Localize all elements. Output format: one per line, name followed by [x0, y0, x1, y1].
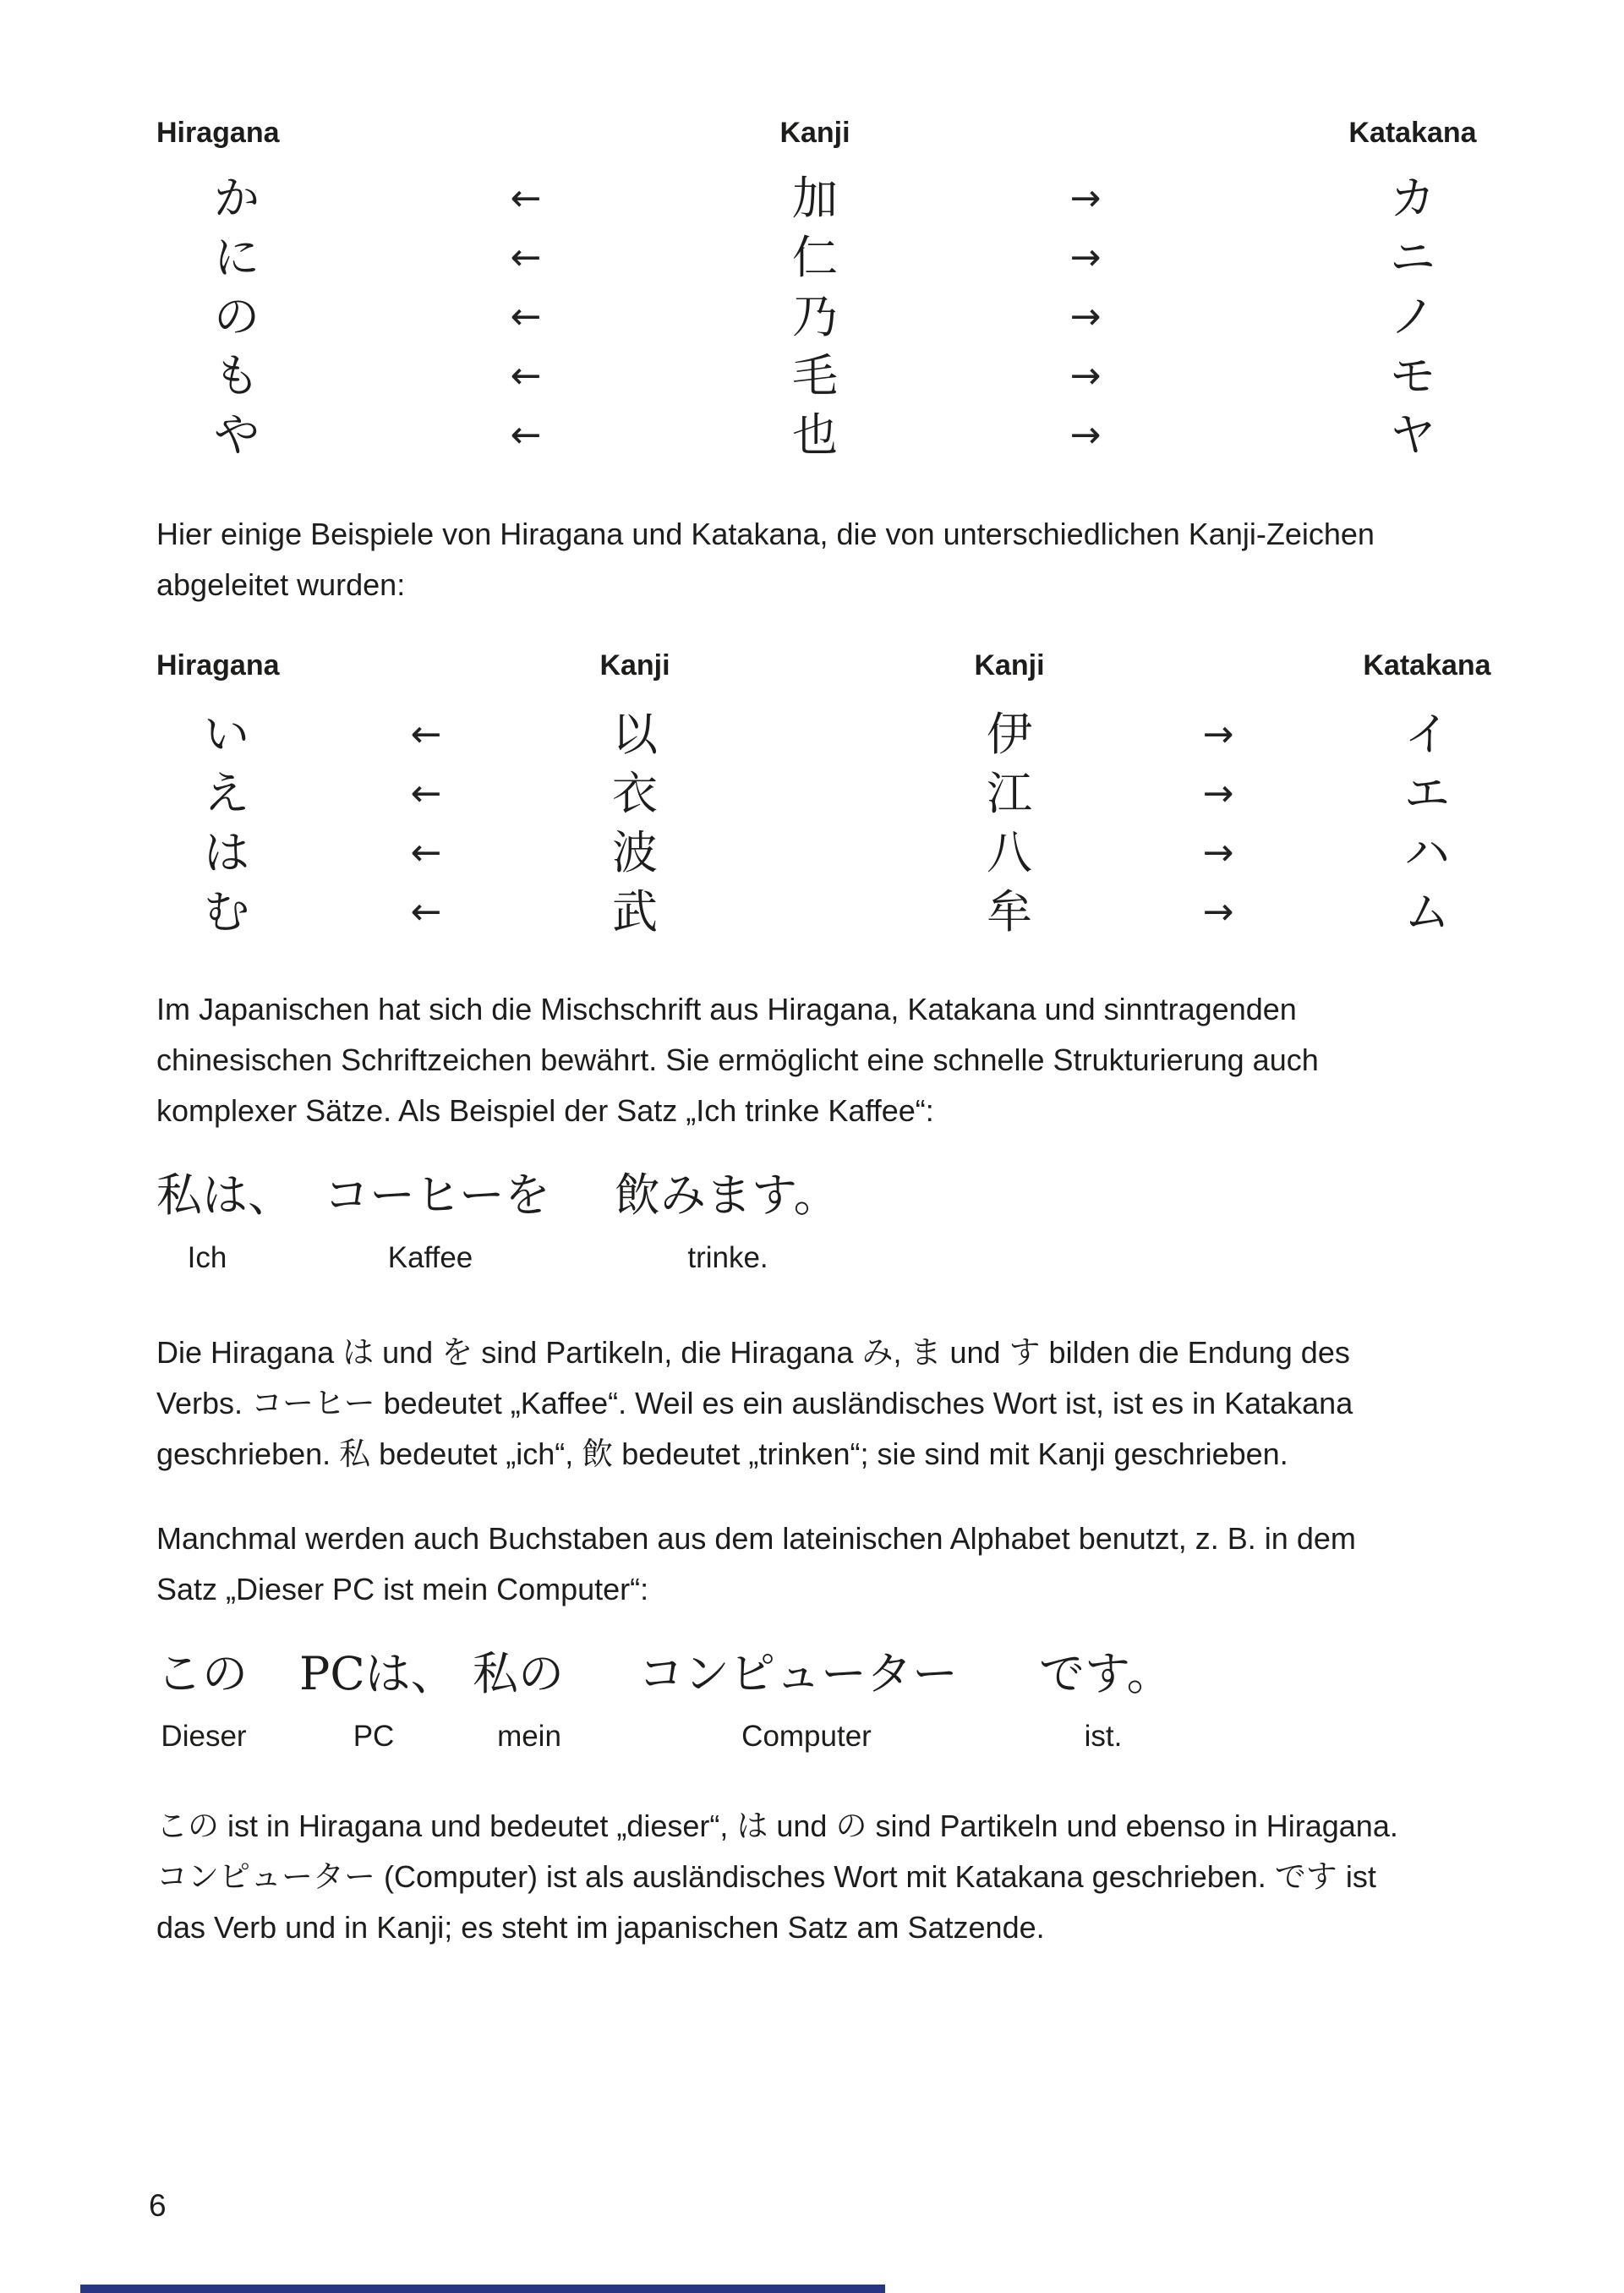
- left-arrow-icon: ←: [510, 236, 542, 279]
- gloss-label: Computer: [741, 1720, 872, 1753]
- kana-derivation-table-1: [156, 0, 1526, 465]
- table-row: [156, 228, 1526, 287]
- table1-header-kanji: Kanji: [779, 117, 850, 149]
- table1-header-katakana: Katakana: [1348, 117, 1477, 149]
- kanji-char: 江: [987, 767, 1032, 820]
- gloss-label: PC: [353, 1720, 395, 1753]
- kanji-char: 牟: [987, 885, 1032, 939]
- paragraph-mischschrift: Im Japanischen hat sich die Mischschrift aus Hiragana, Katakana und sinntragenden chinesischen Schriftzeichen bewährt. Sie ermöglicht eine schnelle Strukturierung auch komplexer Sätze. Als Beispiel der Satz „Ich trinke Kaffee“:: [156, 992, 1319, 1128]
- paragraph-lateinisches-alphabet: Manchmal werden auch Buchstaben aus dem lateinischen Alphabet benutzt, z. B. in dem Satz „Dieser PC ist mein Computer“:: [156, 1521, 1356, 1606]
- right-arrow-icon: →: [1069, 236, 1102, 279]
- hiragana-char: む: [204, 885, 249, 939]
- katakana-char: エ: [1404, 767, 1450, 820]
- kana-derivation-table-2: [156, 649, 1526, 942]
- left-arrow-icon: ←: [410, 772, 442, 815]
- gloss-label: Ich: [187, 1241, 227, 1274]
- kanji-char: 武: [612, 885, 658, 939]
- katakana-char: ノ: [1390, 290, 1435, 343]
- kanji-char: 八: [987, 826, 1032, 879]
- right-arrow-icon: →: [1069, 177, 1102, 220]
- katakana-char: モ: [1390, 349, 1435, 402]
- gloss-label: Dieser: [161, 1720, 247, 1753]
- example-sentence-computer: [156, 1645, 1526, 1772]
- japanese-segment: PCは、: [299, 1647, 457, 1700]
- katakana-char: ハ: [1404, 826, 1450, 879]
- paragraph-intro: Hier einige Beispiele von Hiragana und Katakana, die von unterschiedlichen Kanji-Zeichen abgeleitet wurden:: [156, 517, 1375, 602]
- left-arrow-icon: ←: [510, 413, 542, 457]
- kanji-char: 也: [792, 408, 838, 462]
- table1-header-hiragana: Hiragana: [156, 117, 280, 149]
- table-row: [156, 287, 1526, 347]
- right-arrow-icon: →: [1202, 713, 1234, 756]
- table-row: [156, 824, 1526, 883]
- hiragana-char: は: [204, 826, 249, 879]
- katakana-char: ニ: [1390, 231, 1435, 284]
- kanji-char: 加: [792, 172, 838, 225]
- katakana-char: イ: [1404, 708, 1450, 761]
- hiragana-char: い: [204, 708, 249, 761]
- table-row: [156, 406, 1526, 465]
- table-row: [156, 705, 1526, 764]
- right-arrow-icon: →: [1069, 354, 1102, 397]
- kanji-char: 毛: [792, 349, 838, 402]
- table2-header-katakana: Katakana: [1363, 649, 1491, 681]
- hiragana-char: や: [214, 408, 260, 462]
- right-arrow-icon: →: [1202, 831, 1234, 874]
- left-arrow-icon: ←: [510, 177, 542, 220]
- gloss-label: mein: [497, 1720, 561, 1753]
- left-arrow-icon: ←: [510, 354, 542, 397]
- kanji-char: 以: [612, 708, 658, 761]
- table2-header-row: [156, 649, 1526, 685]
- right-arrow-icon: →: [1202, 772, 1234, 815]
- table2-rows: [156, 705, 1526, 942]
- table-row: [156, 347, 1526, 406]
- gloss-label: ist.: [1084, 1720, 1123, 1753]
- gloss-label: trinke.: [687, 1241, 768, 1274]
- table-row: [156, 764, 1526, 824]
- katakana-char: ム: [1404, 885, 1450, 939]
- hiragana-char: え: [204, 767, 249, 820]
- japanese-segment: 私は、: [156, 1168, 293, 1222]
- paragraph-erklaerung: この ist in Hiragana und bedeutet „dieser“, は und の sind Partikeln und ebenso in Hiragana. コンピューター (Computer) ist als ausländisches Wort mit Katakana geschrieben. です ist das Verb und in Kanji; es steht im japanischen Satz am Satzende.: [156, 1808, 1398, 1945]
- japanese-segment: 私の: [473, 1647, 564, 1700]
- kanji-char: 伊: [987, 708, 1032, 761]
- left-arrow-icon: ←: [410, 890, 442, 933]
- japanese-segment: 飲みます。: [615, 1168, 839, 1222]
- right-arrow-icon: →: [1069, 295, 1102, 338]
- table2-header-hiragana: Hiragana: [156, 649, 280, 681]
- hiragana-char: も: [214, 349, 260, 402]
- japanese-segment: コーヒーを: [324, 1168, 550, 1222]
- hiragana-char: の: [214, 290, 260, 343]
- japanese-segment: です。: [1039, 1647, 1173, 1700]
- right-arrow-icon: →: [1202, 890, 1234, 933]
- kanji-char: 仁: [792, 231, 838, 284]
- kanji-char: 乃: [792, 290, 838, 343]
- japanese-segment: この: [156, 1647, 248, 1700]
- hiragana-char: か: [214, 172, 260, 225]
- table-row: [156, 169, 1526, 228]
- left-arrow-icon: ←: [510, 295, 542, 338]
- table1-header-row: [156, 117, 1526, 152]
- example-sentence-coffee: [156, 1167, 1526, 1294]
- left-arrow-icon: ←: [410, 713, 442, 756]
- page-content: [156, 0, 1526, 1984]
- footer-rule: [80, 2285, 885, 2293]
- japanese-segment: コンピューター: [638, 1647, 958, 1700]
- table-row: [156, 883, 1526, 942]
- hiragana-char: に: [214, 231, 260, 284]
- right-arrow-icon: →: [1069, 413, 1102, 457]
- page-number: 6: [149, 2188, 167, 2223]
- table2-header-kanji-2: Kanji: [974, 649, 1045, 681]
- paragraph-partikeln: Die Hiragana は und を sind Partikeln, die Hiragana み, ま und す bilden die Endung des Verbs. コーヒー bedeutet „Kaffee“. Weil es ein ausländisches Wort ist, ist es in Katakana geschrieben. 私 bedeutet „ich“, 飲 bedeutet „trinken“; sie sind mit Kanji geschrieben.: [156, 1334, 1353, 1472]
- katakana-char: カ: [1390, 172, 1435, 225]
- table1-rows: [156, 169, 1526, 465]
- left-arrow-icon: ←: [410, 831, 442, 874]
- table2-header-kanji-1: Kanji: [599, 649, 670, 681]
- kanji-char: 衣: [612, 767, 658, 820]
- gloss-label: Kaffee: [387, 1241, 473, 1274]
- kanji-char: 波: [612, 826, 658, 879]
- katakana-char: ヤ: [1390, 408, 1435, 462]
